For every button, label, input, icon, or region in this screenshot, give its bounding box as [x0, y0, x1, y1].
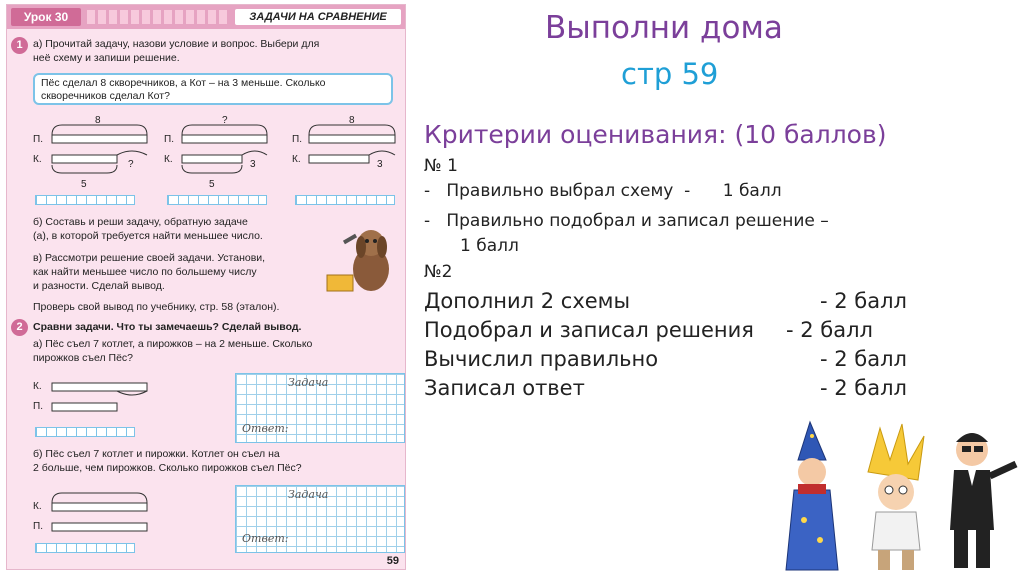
statement-line1: Пёс сделал 8 скворечников, а Кот – на 3 меньше. Сколько	[41, 77, 326, 89]
criterion-item-1-score: - 2 балл	[820, 289, 907, 313]
diagram-3-right: 3	[377, 159, 383, 170]
suit-character	[950, 433, 1016, 568]
task1-v-line2: как найти меньшее число по большему числу	[33, 266, 257, 278]
topic-label: ЗАДАЧИ НА СРАВНЕНИЕ	[235, 9, 401, 25]
criterion-item-3-score: - 2 балл	[820, 347, 907, 371]
criterion-bullet-2: - Правильно подобрал и записал решение –	[424, 211, 829, 231]
page-number: 59	[386, 555, 399, 567]
diagram-3-label-p: П.	[292, 134, 302, 145]
diagram-2-right: 3	[250, 159, 256, 170]
criterion-item-2-score: - 2 балл	[786, 318, 873, 342]
diagram-1-label-p: П.	[33, 134, 43, 145]
task2-a-label-p: П.	[33, 401, 43, 412]
task1-a-line1: а) Прочитай задачу, назови условие и вопрос. Выбери для	[33, 38, 320, 50]
criterion-item-2-label: Подобрал и записал решения	[424, 318, 754, 342]
cartoon-characters	[768, 420, 1020, 572]
task-no2: №2	[424, 262, 453, 282]
criteria-heading: Критерии оценивания: (10 баллов)	[424, 120, 887, 149]
criterion-bullet-1: - Правильно выбрал схему - 1 балл	[424, 181, 782, 201]
answer-cells-2	[167, 195, 267, 205]
task1-b-line2: (а), в которой требуется найти меньшее число.	[33, 230, 263, 242]
lesson-label: Урок 30	[11, 8, 81, 26]
task2-b-diagram	[7, 491, 237, 541]
criterion-item-1-label: Дополнил 2 схемы	[424, 289, 631, 313]
criterion-item-4-score: - 2 балл	[820, 376, 907, 400]
diagram-3-top: 8	[349, 115, 355, 126]
task2-b-cells	[35, 543, 135, 553]
statement-line2: скворечников сделал Кот?	[41, 90, 170, 102]
task1-a-line2: неё схему и запиши решение.	[33, 52, 180, 64]
diagram-1-bottom: 5	[81, 179, 87, 190]
slide-subtitle: стр 59	[621, 57, 719, 91]
diagram-1-label-k: К.	[33, 154, 42, 165]
wizard-character	[786, 422, 838, 570]
task1-v-line1: в) Рассмотри решение своей задачи. Установи,	[33, 252, 266, 264]
task2-a-cells	[35, 427, 135, 437]
diagram-1-right: ?	[128, 159, 134, 170]
task2-intro: Сравни задачи. Что ты замечаешь? Сделай вывод.	[33, 321, 302, 333]
task2-b-grid	[235, 485, 405, 553]
task2-b-line1: б) Пёс съел 7 котлет и пирожки. Котлет он съел на	[33, 448, 280, 460]
task1-v-line3: и разности. Сделай вывод.	[33, 280, 165, 292]
diagram-2	[164, 115, 267, 190]
answer-cells-3	[295, 195, 395, 205]
criterion-item-3-label: Вычислил правильно	[424, 347, 659, 371]
dog-illustration	[325, 223, 397, 295]
criterion-item-4-label: Записал ответ	[424, 376, 585, 400]
task2-b-line2: 2 больше, чем пирожков. Сколько пирожков съел Пёс?	[33, 462, 302, 474]
boy-character	[868, 424, 924, 570]
header-stripes	[87, 10, 227, 24]
task-statement-box	[33, 73, 393, 105]
answer-cells-1	[35, 195, 135, 205]
task2-a-line1: а) Пёс съел 7 котлет, а пирожков – на 2 меньше. Сколько	[33, 338, 313, 350]
task2-b-label-k: К.	[33, 501, 42, 512]
check-line: Проверь свой вывод по учебнику, стр. 58 (эталон).	[33, 301, 280, 313]
task2-a-grid	[235, 373, 405, 443]
diagram-1-top: 8	[95, 115, 101, 126]
diagram-1	[33, 115, 147, 190]
criterion-bullet-2-score: 1 балл	[460, 236, 519, 256]
diagram-2-top: ?	[222, 115, 228, 126]
task2-b-grid-answer-word: Ответ:	[242, 532, 289, 545]
task2-a-line2: пирожков съел Пёс?	[33, 352, 134, 364]
textbook-page	[6, 4, 406, 570]
diagrams-row	[7, 115, 406, 197]
task2-a-grid-answer-word: Ответ:	[242, 422, 289, 435]
diagram-3-label-k: К.	[292, 154, 301, 165]
task2-b-label-p: П.	[33, 521, 43, 532]
task-no1: № 1	[424, 156, 458, 176]
task1-b-line1: б) Составь и реши задачу, обратную задаче	[33, 216, 248, 228]
page-header-bar	[7, 5, 406, 29]
task2-number: 2	[11, 319, 28, 336]
diagram-2-label-k: К.	[164, 154, 173, 165]
diagram-3	[292, 115, 395, 170]
task2-a-grid-task-word: Задача	[288, 376, 329, 389]
diagram-2-bottom: 5	[209, 179, 215, 190]
task2-b-grid-task-word: Задача	[288, 488, 329, 501]
task1-number: 1	[11, 37, 28, 54]
diagram-2-label-p: П.	[164, 134, 174, 145]
slide-title: Выполни дома	[545, 10, 783, 46]
task2-a-diagram	[7, 375, 237, 425]
task2-a-label-k: К.	[33, 381, 42, 392]
